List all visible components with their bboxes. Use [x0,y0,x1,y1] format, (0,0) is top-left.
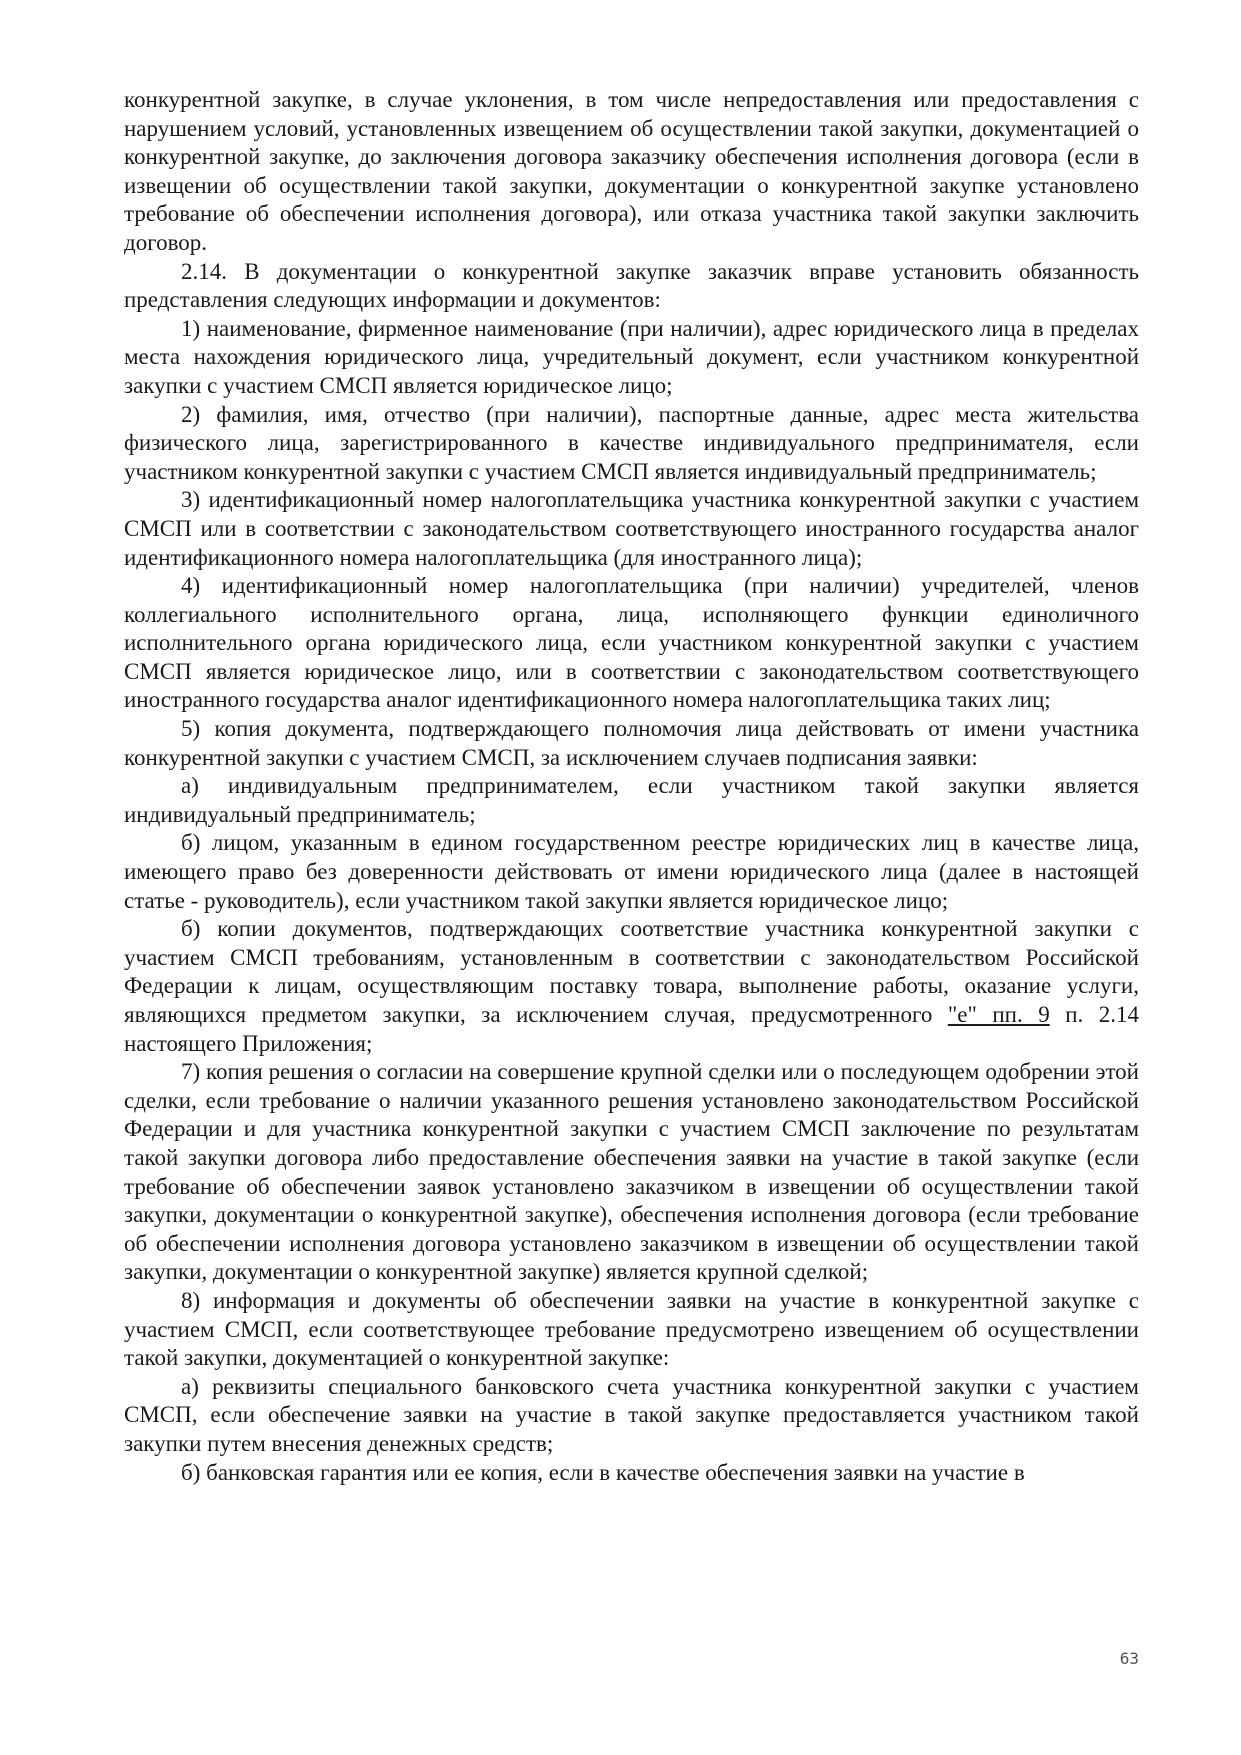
cross-reference-link[interactable]: "е" пп. 9 [947,1002,1050,1027]
list-item-3: 3) идентификационный номер налогоплательщика участника конкурентной закупки с участием СМСП или в соответствии с законодательством соответствующего иностранного государства аналог идентификационного номера налогоплательщика (для иностранного лица); [124,487,1139,570]
list-item-5: 5) копия документа, подтверждающего полномочия лица действовать от имени участника конкурентной закупки с участием СМСП, за исключением случаев подписания заявки: [124,716,1139,770]
list-item-7: 7) копия решения о согласии на совершение крупной сделки или о последующем одобрении этой сделки, если требование о наличии указанного решения установлено законодательством Российской Федерации и для участника конкурентной закупки с участием СМСП заключение по результатам такой закупки договора либо предоставление обеспечения заявки на участие в такой закупке (если требование об обеспечении заявок установлено заказчиком в извещении об осуществлении такой закупки, документации о конкурентной закупке), обеспечения исполнения договора (если требование об обеспечении исполнения договора установлено заказчиком в извещении об осуществлении такой закупки, документации о конкурентной закупке) является крупной сделкой; [124,1059,1139,1285]
list-item-6-text: б) копии документов, подтверждающих соответствие участника конкурентной закупки с участием СМСП требованиям, установленным в соответствии с законодательством Российской Федерации к лицам, осуществляющим поставку товара, выполнение работы, оказание услуги, являющихся предметом закупки, за исключением случая, предусмотренного [124,916,1139,1027]
list-item-6 [124,915,1139,1058]
list-item-2: 2) фамилия, имя, отчество (при наличии), паспортные данные, адрес места жительства физического лица, зарегистрированного в качестве индивидуального предпринимателя, если участником конкурентной закупки с участием СМСП является индивидуальный предприниматель; [124,401,1139,484]
paragraph-2-14: 2.14. В документации о конкурентной закупке заказчик вправе установить обязанность представления следующих информации и документов: [124,258,1139,313]
sub-item-8b: б) банковская гарантия или ее копия, если в качестве обеспечения заявки на участие в [181,1459,1025,1485]
document-body [124,86,1139,1487]
list-item-8: 8) информация и документы об обеспечении заявки на участие в конкурентной закупке с участием СМСП, если соответствующее требование предусмотрено извещением об осуществлении такой закупки, документацией о конкурентной закупке: [124,1287,1139,1371]
list-item-6-tail: п. 2.14 настоящего Приложения; [124,1002,1140,1056]
sub-item-5b: б) лицом, указанным в едином государственном реестре юридических лиц в качестве лица, имеющего право без доверенности действовать от имени юридического лица (далее в настоящей статье - руководитель), если участником такой закупки является юридическое лицо; [124,830,1139,913]
paragraph-continuation: конкурентной закупке, в случае уклонения, в том числе непредоставления или предоставления с нарушением условий, установленных извещением об осуществлении такой закупки, документацией о конкурентной закупке, до заключения договора заказчику обеспечения исполнения договора (если в извещении об осуществлении такой закупки, документации о конкурентной закупке установлено требование об обеспечении исполнения договора), или отказа участника такой закупки заключить договор. [124,87,1139,255]
page-number: 63 [1119,1649,1139,1668]
sub-item-5a: а) индивидуальным предпринимателем, если участником такой закупки является индивидуальный предприниматель; [124,773,1139,827]
list-item-4: 4) идентификационный номер налогоплательщика (при наличии) учредителей, членов коллегиального исполнительного органа, лица, исполняющего функции единоличного исполнительного органа юридического лица, если участником конкурентной закупки с участием СМСП является юридическое лицо, или в соответствии с законодательством соответствующего иностранного государства аналог идентификационного номера налогоплательщика таких лиц; [124,573,1139,713]
sub-item-8a: а) реквизиты специального банковского счета участника конкурентной закупки с участием СМСП, если обеспечение заявки на участие в такой закупке предоставляется участником такой закупки путем внесения денежных средств; [124,1373,1139,1456]
list-item-1: 1) наименование, фирменное наименование (при наличии), адрес юридического лица в пределах места нахождения юридического лица, учредительный документ, если участником конкурентной закупки с участием СМСП является юридическое лицо; [124,315,1139,398]
